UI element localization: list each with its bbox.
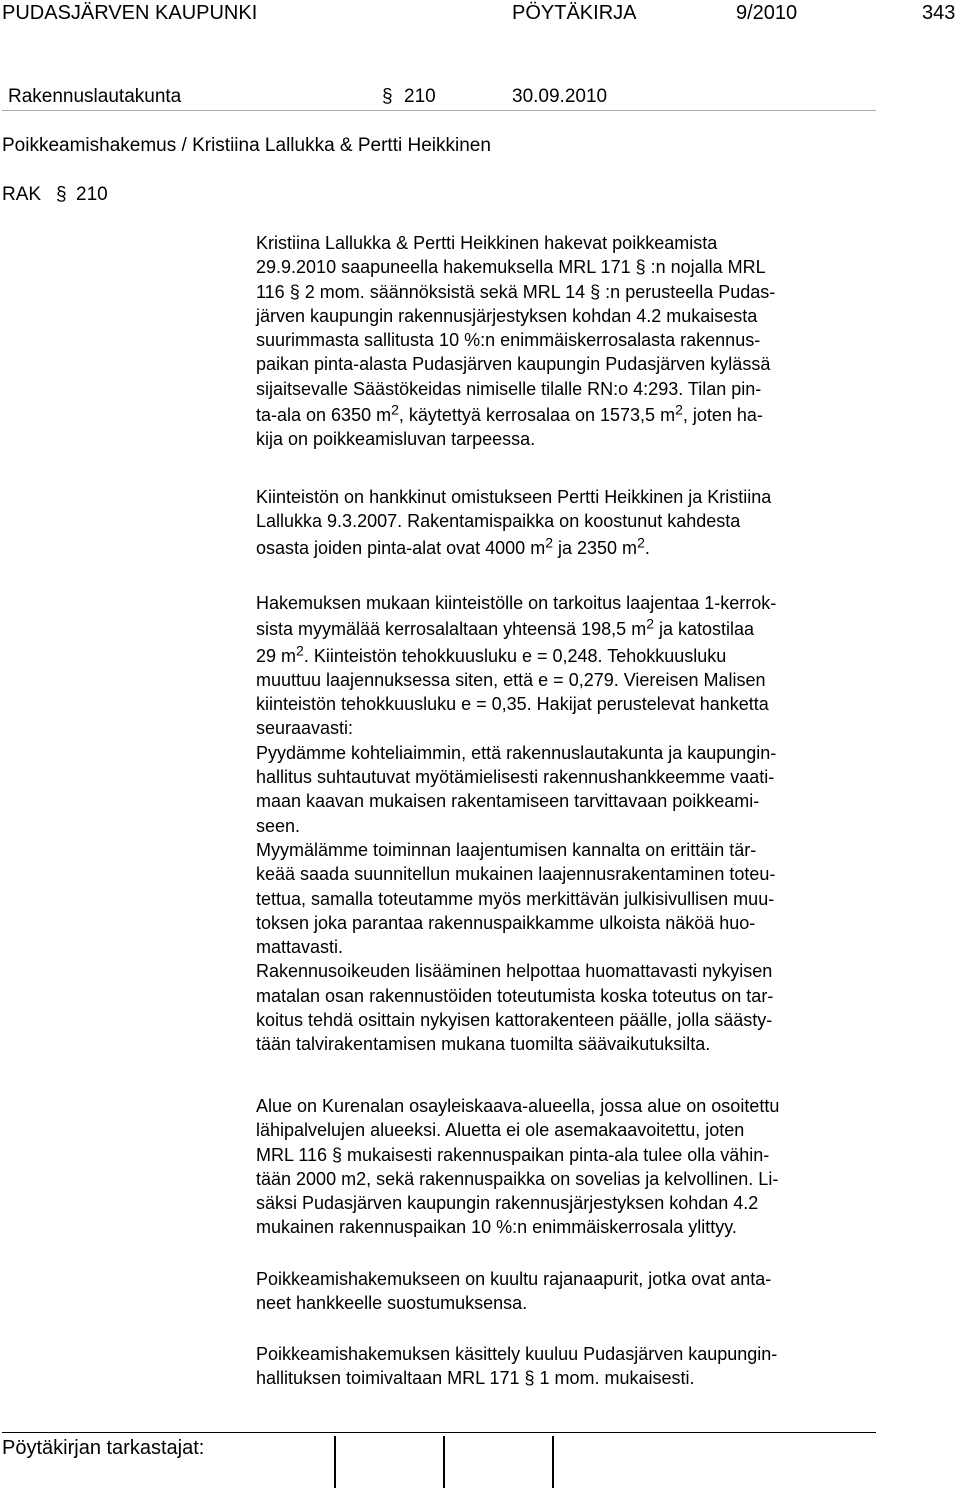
paragraph-ownership [256, 485, 896, 560]
text-line: mattavasti. [256, 937, 344, 958]
section-number: 210 [404, 86, 436, 107]
text-line: muuttuu laajennuksessa siten, että e = 0,279. Viereisen Malisen [256, 669, 766, 690]
text-line: mukainen rakennuspaikan 10 %:n enimmäiskerrosala ylittyy. [256, 1217, 737, 1238]
text-line: ta-ala on 6350 $m^2$, käytettyä kerrosalaa on 1573,5 $m^2$, joten ha- [256, 401, 763, 426]
text-line: Poikkeamishakemuksen käsittely kuuluu Pudasjärven kaupungin- [256, 1344, 778, 1364]
org-name: PUDASJÄRVEN KAUPUNKI [2, 2, 258, 24]
text-line: sijaitsevalle Säästökeidas nimiselle tilalle RN:o 4:293. Tilan pin- [256, 378, 762, 399]
subject-title: Poikkeamishakemus / Kristiina Lallukka & Pertti Heikkinen [2, 135, 491, 156]
text-line: MRL 116 § mukaisesti rakennuspaikan pinta-ala tulee olla vähin- [256, 1144, 770, 1165]
section-sign: § [382, 86, 393, 107]
text-line: hallituksen toimivaltaan MRL 171 § 1 mom. mukaisesti. [256, 1368, 695, 1389]
document-type: PÖYTÄKIRJA [512, 2, 637, 24]
page-number: 343 [922, 2, 956, 24]
text-line: 29.9.2010 saapuneella hakemuksella MRL 171 § :n nojalla MRL [256, 257, 766, 278]
text-line: seuraavasti: [256, 718, 354, 739]
text-line: lähipalvelujen alueeksi. Aluetta ei ole asemakaavoitettu, joten [256, 1120, 745, 1141]
text-line: Kristiina Lallukka & Pertti Heikkinen hakevat poikkeamista [256, 233, 718, 253]
signature-divider [552, 1436, 554, 1488]
paragraph-authority [256, 1342, 896, 1391]
text-line: kija on poikkeamisluvan tarpeessa. [256, 429, 536, 450]
text-line: Lallukka 9.3.2007. Rakentamispaikka on koostunut kahdesta [256, 511, 741, 532]
paragraph-zoning [256, 1094, 896, 1240]
header-divider [2, 110, 876, 111]
text-line: toksen joka parantaa rakennuspaikkamme ulkoista näköä huo- [256, 912, 756, 933]
text-line: maan kaavan mukaisen rakentamiseen tarvittavaan poikkeami- [256, 791, 760, 812]
footer-divider [2, 1432, 876, 1433]
signature-divider [443, 1436, 445, 1488]
text-line: suurimmasta sallitusta 10 %:n enimmäiskerrosalasta rakennus- [256, 330, 761, 351]
text-line: Myymälämme toiminnan laajentumisen kannalta on erittäin tär- [256, 839, 757, 860]
text-line: Pyydämme kohteliaimmin, että rakennuslautakunta ja kaupungin- [256, 742, 777, 763]
text-line: Rakennusoikeuden lisääminen helpottaa huomattavasti nykyisen [256, 961, 773, 982]
text-line: Kiinteistön on hankkinut omistukseen Pertti Heikkinen ja Kristiina [256, 487, 772, 507]
text-line: Alue on Kurenalan osayleiskaava-alueella, jossa alue on osoitettu [256, 1096, 780, 1116]
text-line: järven kaupungin rakennusjärjestyksen kohdan 4.2 mukaisesta [256, 305, 758, 326]
paragraph-neighbours [256, 1267, 896, 1316]
text-line: seen. [256, 815, 301, 836]
meeting-body: Rakennuslautakunta [8, 86, 182, 107]
paragraph-application [256, 231, 896, 452]
text-line: neet hankkeelle suostumuksensa. [256, 1293, 528, 1314]
footer-label: Pöytäkirjan tarkastajat: [2, 1437, 205, 1459]
text-line: osasta joiden pinta-alat ovat 4000 $m^2$ ja 2350 $m^2$. [256, 534, 650, 558]
issue-number: 9/2010 [736, 2, 798, 24]
text-line: tettua, samalla toteutamme myös merkittävän julkisivullisen muu- [256, 888, 775, 909]
text-line: säksi Pudasjärven kaupungin rakennusjärjestyksen kohdan 4.2 [256, 1193, 759, 1214]
text-line: 29 $m^2$. Kiinteistön tehokkuusluku e = 0,248. Tehokkuusluku [256, 642, 727, 666]
text-line: matalan osan rakennustöiden toteutumista koska toteutus on tar- [256, 985, 774, 1006]
section-ref-sign: § [56, 184, 67, 205]
text-line: keää saada suunnitellun mukainen laajennusrakentaminen toteu- [256, 864, 776, 885]
text-line: sista myymälää kerrosalaltaan yhteensä 198,5 $m^2$ ja katostilaa [256, 615, 755, 640]
paragraph-justification [256, 591, 896, 1057]
section-ref-number: 210 [76, 184, 108, 205]
text-line: tään talvirakentamisen mukana tuomilta säävaikutuksilta. [256, 1034, 711, 1055]
text-line: Poikkeamishakemukseen on kuultu rajanaapurit, jotka ovat anta- [256, 1269, 772, 1289]
text-line: kiinteistön tehokkuusluku e = 0,35. Hakijat perustelevat hanketta [256, 694, 769, 715]
section-ref-label: RAK [2, 184, 42, 205]
text-line: paikan pinta-alasta Pudasjärven kaupungin Pudasjärven kylässä [256, 354, 771, 375]
text-line: Hakemuksen mukaan kiinteistölle on tarkoitus laajentaa 1-kerrok- [256, 593, 777, 613]
text-line: tään 2000 m2, sekä rakennuspaikka on sovelias ja kelvollinen. Li- [256, 1168, 779, 1189]
signature-divider [334, 1436, 336, 1488]
meeting-date: 30.09.2010 [512, 86, 608, 107]
text-line: koitus tehdä osittain nykyisen kattorakenteen päälle, jolla säästy- [256, 1010, 773, 1031]
text-line: 116 § 2 mom. säännöksistä sekä MRL 14 § :n perusteella Pudas- [256, 281, 776, 302]
text-line: hallitus suhtautuvat myötämielisesti rakennushankkeemme vaati- [256, 767, 775, 788]
